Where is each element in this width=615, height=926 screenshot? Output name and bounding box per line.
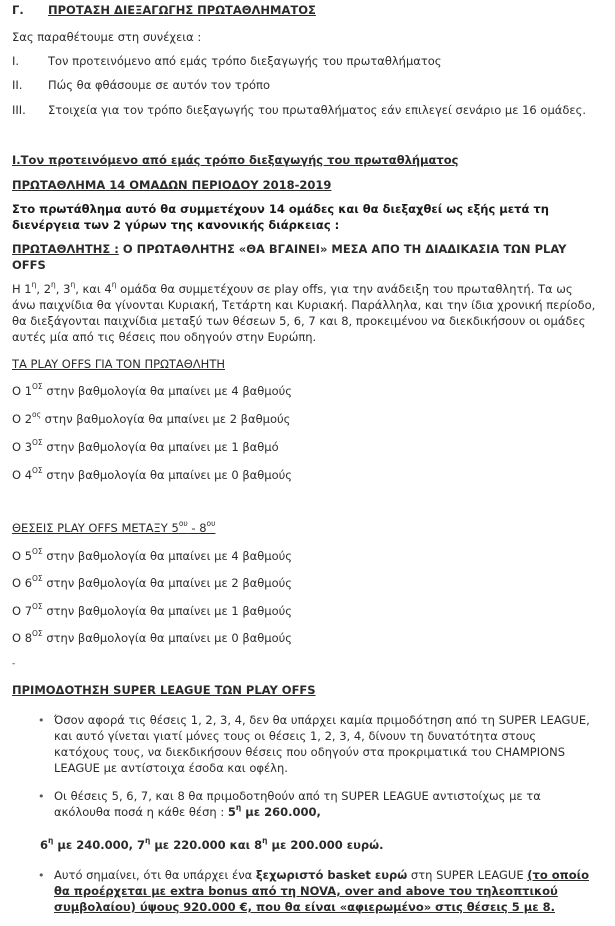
dash-mark: - (12, 659, 16, 669)
bullet-icon-2: • (38, 790, 45, 803)
bullet-icon-3: • (38, 869, 45, 882)
bullet2-line-3: $6^\eta$ με 240.000, $7^\eta$ με 220.000 και $8^\eta$ με 200.000 ευρώ. (40, 836, 384, 852)
bullet3-line-3: συμβολαίου) ύψους 920.000 €, που θα είναι «αφιερωμένο» στις θέσεις 5 με 8. (54, 900, 555, 914)
toc-num-3: III. (12, 103, 26, 117)
bullet2-line-2: ακόλουθα ποσά η κάθε θέση : $5^\eta$ με 260.000, (54, 803, 321, 819)
bullet3-line-1: Αυτό σημαίνει, ότι θα υπάρχει ένα ξεχωριστό basket ευρώ στη SUPER LEAGUE (το οποίο (54, 868, 590, 882)
toc-text-3: Στοιχεία για τον τρόπο διεξαγωγής του πρωταθλήματος εάν επιλεγεί σενάριο με 16 ομάδες. (48, 103, 586, 117)
champion-row-1: Ο $1^{O\Sigma}$ στην βαθμολογία θα μπαίνει με 4 βαθμούς (12, 382, 293, 398)
bullet2-line-1: Οι θέσεις 5, 6, 7, και 8 θα πριμοδοτηθούν από τη SUPER LEAGUE αντιστοίχως με τα (54, 789, 541, 803)
paragraph-line-2: άνω παιχνίδια θα γίνονται Κυριακή, Τετάρτη και Κυριακή. Παράλληλα, και την ίδια χρονική περίοδο, (12, 298, 596, 312)
champion-row-3: Ο $3^{O\Sigma}$ στην βαθμολογία θα μπαίνει με 1 βαθμό (12, 438, 279, 454)
part1-subheading: ΠΡΩΤΑΘΛΗΜΑ 14 ΟΜΑΔΩΝ ΠΕΡΙΟΔΟΥ 2018-2019 (12, 178, 332, 192)
champion-row-4: Ο $4^{O\Sigma}$ στην βαθμολογία θα μπαίνει με 0 βαθμούς (12, 466, 293, 482)
champion-heading-line-2: OFFS (12, 258, 46, 272)
bonus-title: ΠΡΙΜΟΔΟΤΗΣΗ SUPER LEAGUE ΤΩΝ PLAY OFFS (12, 683, 316, 697)
row-58-1: Ο $5^{O\Sigma}$ στην βαθμολογία θα μπαίνει με 4 βαθμούς (12, 547, 293, 563)
bullet3-line-2: θα προέρχεται με extra bonus από τη NOVA, over and above του τηλεοπτικού (54, 884, 558, 898)
toc-text-2: Πώς θα φθάσουμε σε αυτόν τον τρόπο (48, 78, 271, 92)
part1-heading: I.Τον προτεινόμενο από εμάς τρόπο διεξαγωγής του πρωταθλήματος (12, 153, 459, 167)
bullet1-line-3: κατόχους τους, να διεκδικήσουν θέσεις που οδηγούν στα προκριματικά του CHAMPIONS (54, 745, 566, 759)
playoffs-58-title: ΘΕΣΕΙΣ PLAY OFFS ΜΕΤΑΞΥ $5^{o\upsilon} - 8^{o\upsilon}$ (12, 519, 216, 535)
bullet-icon-1: • (38, 714, 45, 727)
section-letter: Γ. (12, 3, 24, 17)
row-58-4: Ο $8^{O\Sigma}$ στην βαθμολογία θα μπαίνει με 0 βαθμούς (12, 629, 293, 645)
playoffs-champion-title: ΤΑ PLAY OFFS ΓΙΑ ΤΟΝ ΠΡΩΤΑΘΛΗΤΗ (12, 357, 225, 371)
toc-num-1: I. (12, 54, 20, 68)
section-title: ΠΡΟΤΑΣΗ ΔΙΕΞΑΓΩΓΗΣ ΠΡΩΤΑΘΛΗΜΑΤΟΣ (48, 3, 316, 17)
lead-line-2: διενέργεια των 2 γύρων της κανονικής διάρκειας : (12, 218, 340, 232)
row-58-3: Ο $7^{O\Sigma}$ στην βαθμολογία θα μπαίνει με 1 βαθμούς (12, 602, 293, 618)
row-58-2: Ο $6^{O\Sigma}$ στην βαθμολογία θα μπαίνει με 2 βαθμούς (12, 574, 293, 590)
paragraph-line-4: αυτές μία από τις θέσεις που οδηγούν στην Ευρώπη. (12, 330, 317, 344)
toc-num-2: II. (12, 78, 23, 92)
champion-heading-line-1 (12, 242, 566, 256)
bullet1-line-1: Όσον αφορά τις θέσεις 1, 2, 3, 4, δεν θα υπάρχει καμία πριμοδότηση από τη SUPER LEAGUE, (54, 713, 590, 727)
bullet1-line-2: και αυτό γίνεται γιατί μόνες τους οι θέσεις 1, 2, 3, 4, δίνουν τη δυνατότητα στους (54, 729, 537, 743)
champion-row-2: Ο $2^{o\varsigma}$ στην βαθμολογία θα μπαίνει με 2 βαθμούς (12, 410, 291, 426)
paragraph-line-1: Η $1^\eta$, $2^\eta$, $3^\eta$, και $4^\eta$ ομάδα θα συμμετέχουν σε play offs, για την ανάδειξη του πρωταθλητή. Τα ως (12, 280, 573, 296)
champion-title: Ο ΠΡΩΤΑΘΛΗΤΗΣ «ΘΑ ΒΓΑΙΝΕΙ» ΜΕΣΑ ΑΠΟ ΤΗ ΔΙΑΔΙΚΑΣΙΑ ΤΩΝ PLAY (118, 242, 567, 256)
intro-text: Σας παραθέτουμε στη συνέχεια : (12, 30, 202, 44)
toc-text-1: Τον προτεινόμενο από εμάς τρόπο διεξαγωγής του πρωταθλήματος (48, 54, 442, 68)
paragraph-line-3: θα διεξάγονται παιχνίδια μεταξύ των θέσεων 5, 6, 7 και 8, προκειμένου να διεκδικήσουν οι ομάδες (12, 314, 586, 328)
lead-line-1: Στο πρωτάθλημα αυτό θα συμμετέχουν 14 ομάδες και θα διεξαχθεί ως εξής μετά τη (12, 202, 549, 216)
bullet1-line-4: LEAGUE με αντίστοιχα έσοδα και οφέλη. (54, 761, 288, 775)
champion-label: ΠΡΩΤΑΘΛΗΤΗΣ : (12, 242, 119, 256)
